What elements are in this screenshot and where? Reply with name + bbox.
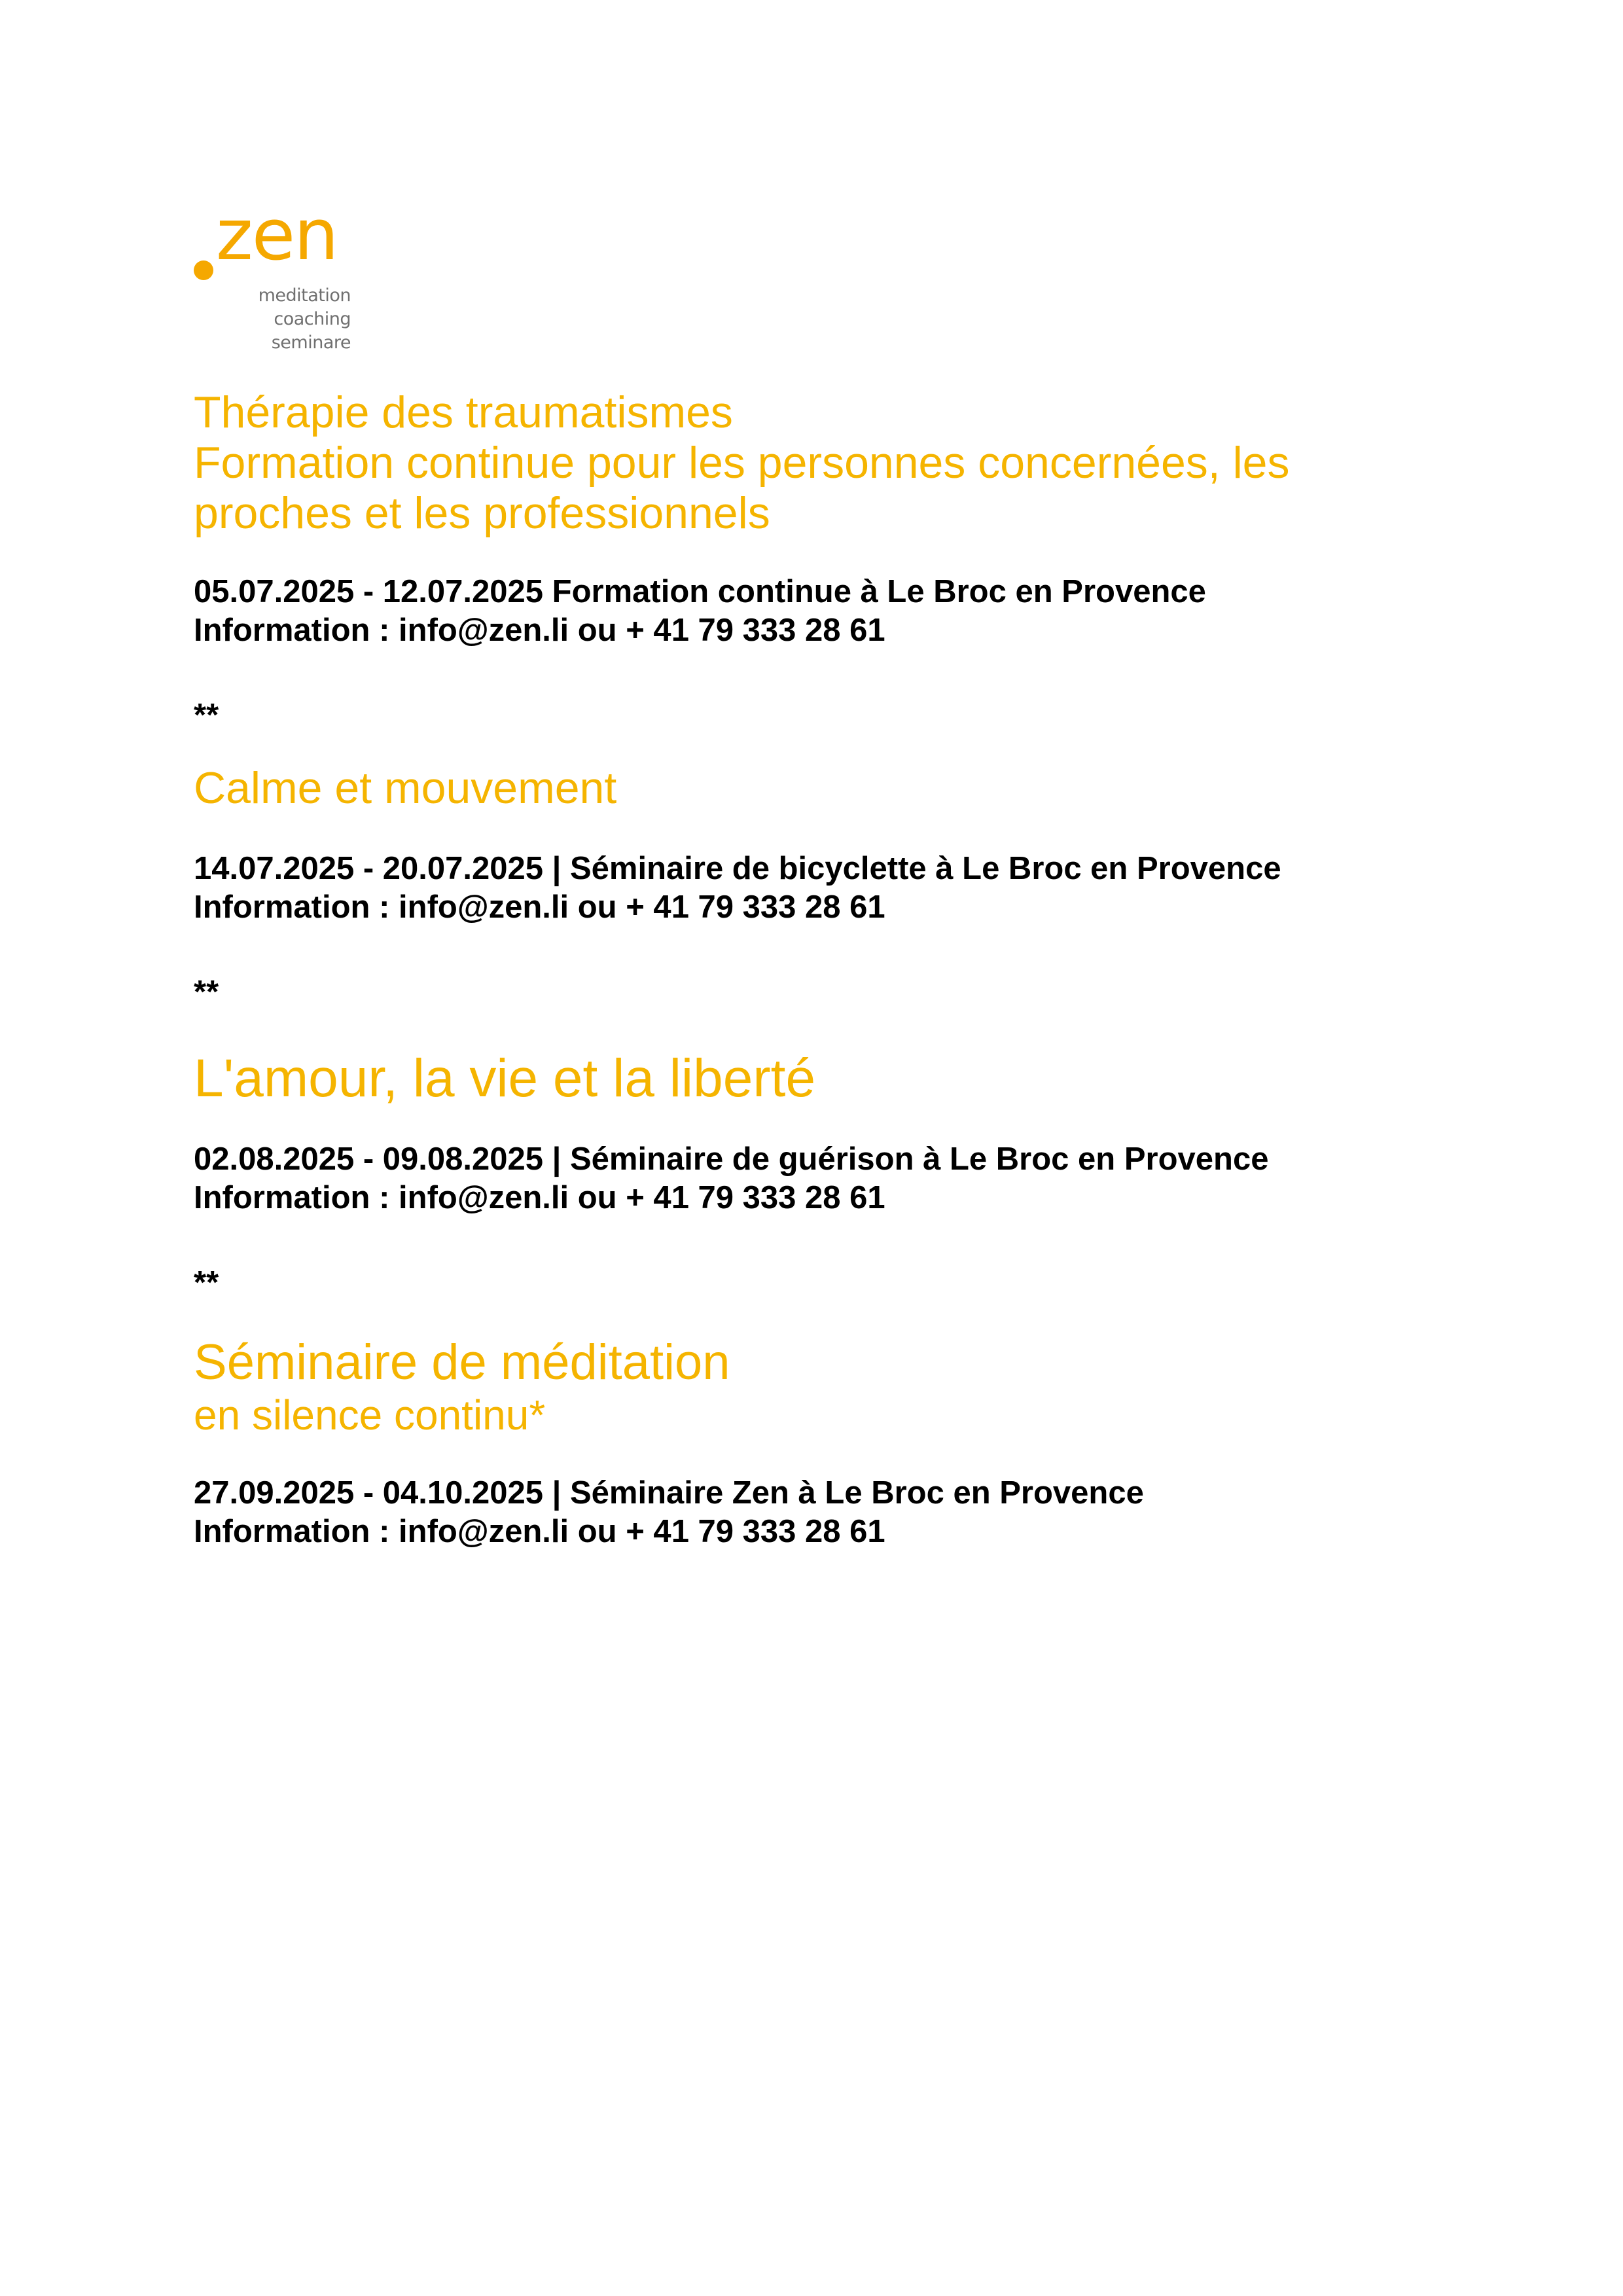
event-dates: 02.08.2025 - 09.08.2025 | Séminaire de guérison à Le Broc en Provence xyxy=(194,1141,1269,1177)
logo-dot xyxy=(194,260,213,280)
event-details xyxy=(194,573,1503,650)
event-details xyxy=(194,850,1503,927)
separator: ** xyxy=(194,698,219,733)
logo-wordmark: zen xyxy=(216,194,338,276)
event-info: Information : info@zen.li ou + 41 79 333 28 61 xyxy=(194,1180,885,1215)
event-info: Information : info@zen.li ou + 41 79 333 28 61 xyxy=(194,889,885,925)
event-title: Calme et mouvement xyxy=(194,763,617,813)
event-subtitle: en silence continu* xyxy=(194,1391,546,1439)
separator: ** xyxy=(194,975,219,1010)
event-info: Information : info@zen.li ou + 41 79 333 28 61 xyxy=(194,613,885,648)
logo-tagline-line: seminare xyxy=(271,332,351,353)
separator: ** xyxy=(194,1265,219,1300)
event-block xyxy=(194,1335,1503,1440)
event-title: Séminaire de méditation xyxy=(194,1335,730,1390)
event-details xyxy=(194,1140,1503,1217)
event-title: L'amour, la vie et la liberté xyxy=(194,1049,816,1108)
event-dates: 27.09.2025 - 04.10.2025 | Séminaire Zen à Le Broc en Provence xyxy=(194,1475,1144,1511)
event-block xyxy=(194,387,1503,539)
event-block xyxy=(194,763,1503,814)
event-block xyxy=(194,1049,1503,1109)
logo-tagline xyxy=(194,284,351,355)
logo-tagline-line: coaching xyxy=(274,309,351,329)
logo-tagline-line: meditation xyxy=(258,285,351,306)
event-details xyxy=(194,1474,1503,1551)
event-subtitle: proches et les professionnels xyxy=(194,488,770,538)
logo-mark xyxy=(194,194,351,285)
event-dates: 05.07.2025 - 12.07.2025 Formation continue à Le Broc en Provence xyxy=(194,574,1206,609)
event-dates: 14.07.2025 - 20.07.2025 | Séminaire de bicyclette à Le Broc en Provence xyxy=(194,851,1281,886)
zen-logo xyxy=(194,194,351,357)
event-info: Information : info@zen.li ou + 41 79 333 28 61 xyxy=(194,1514,885,1549)
event-subtitle: Formation continue pour les personnes concernées, les xyxy=(194,438,1290,488)
event-title: Thérapie des traumatismes xyxy=(194,387,733,437)
